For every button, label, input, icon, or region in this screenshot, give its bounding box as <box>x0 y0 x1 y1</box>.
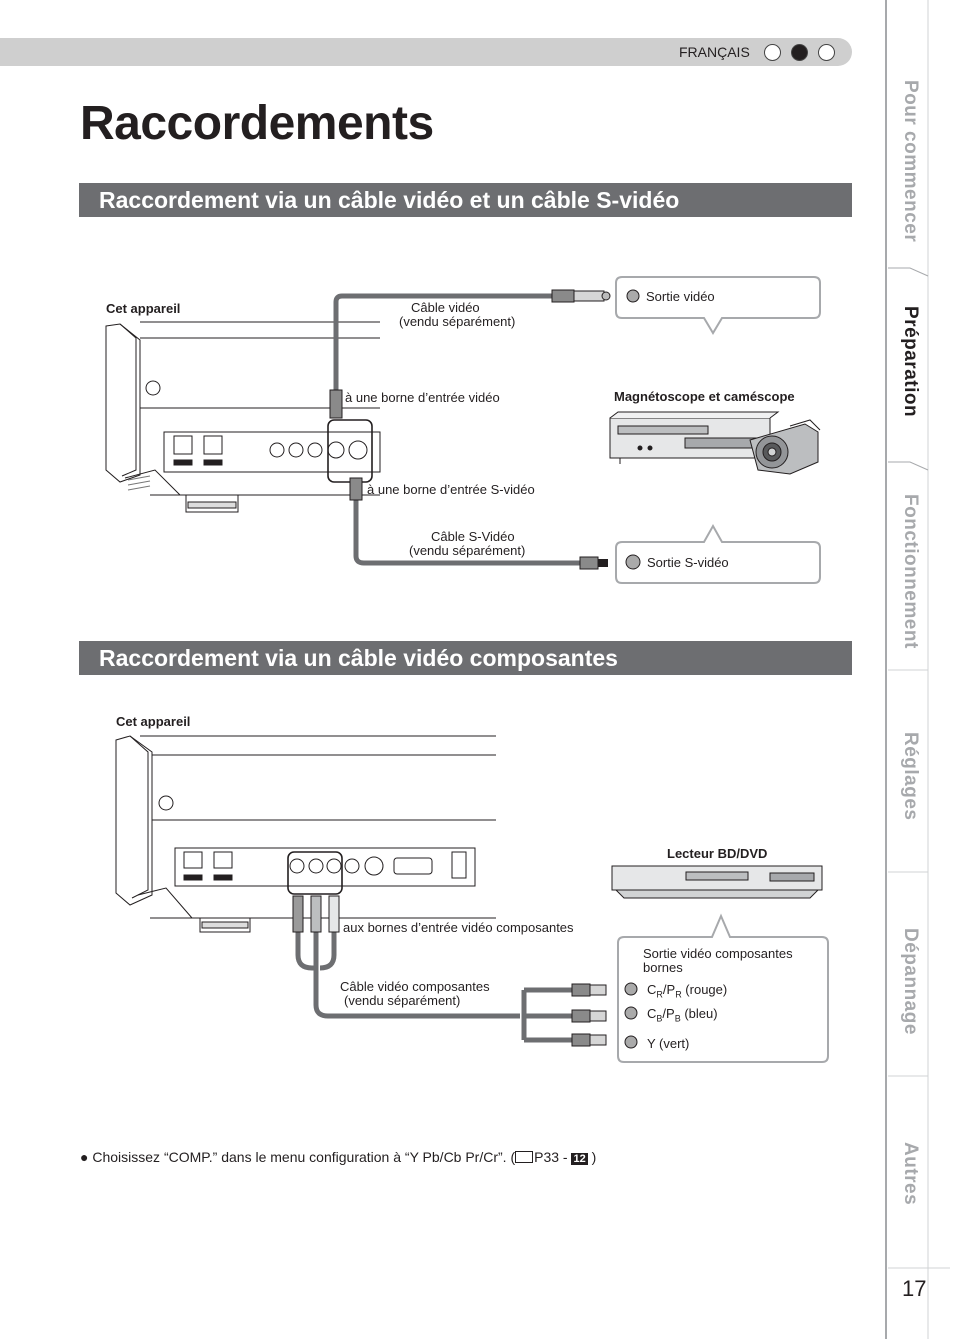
config-note <box>80 1149 596 1165</box>
svideo-out-jack-icon <box>626 555 640 569</box>
component-inputs-label: aux bornes d’entrée vidéo composantes <box>343 920 574 935</box>
projector-illustration-2 <box>116 736 496 932</box>
svideo-input-label: à une borne d’entrée S-vidéo <box>367 482 535 497</box>
y-label: Y (vert) <box>647 1036 690 1051</box>
video-out-jack-icon <box>627 290 639 302</box>
component-cable-label-line1: Câble vidéo composantes <box>340 979 490 994</box>
language-indicator-2-active <box>791 44 808 61</box>
diagram-video-svideo <box>0 220 880 640</box>
component-out-title-line1: Sortie vidéo composantes <box>643 946 793 961</box>
bd-player-label: Lecteur BD/DVD <box>667 846 768 861</box>
cb-jack-icon <box>625 1007 637 1019</box>
svideo-plug-device <box>350 478 362 500</box>
video-cable-label-line2: (vendu séparément) <box>399 314 516 329</box>
component-plugs-source <box>572 984 606 1046</box>
section2-device-label: Cet appareil <box>116 714 191 729</box>
component-cable-label-line2: (vendu séparément) <box>344 993 461 1008</box>
note-close: ) <box>587 1149 597 1165</box>
y-jack-icon <box>625 1036 637 1048</box>
language-indicator-3 <box>818 44 835 61</box>
section1-device-label: Cet appareil <box>106 301 181 316</box>
tab-reglages[interactable]: Réglages <box>900 732 921 821</box>
language-label: FRANÇAIS <box>679 44 750 60</box>
component-plugs-device <box>293 896 339 932</box>
section-title-video-svideo: Raccordement via un câble vidéo et un câble S-vidéo <box>79 183 852 217</box>
video-out-callout <box>616 277 820 333</box>
cr-label: $C_R/P_R$ (rouge) <box>647 982 728 1000</box>
tab-pour-commencer[interactable]: Pour commencer <box>900 80 921 243</box>
language-indicator-1 <box>764 44 781 61</box>
component-out-title-line2: bornes <box>643 960 683 975</box>
section-title-component: Raccordement via un câble vidéo composantes <box>79 641 852 675</box>
source-device-label: Magnétoscope et caméscope <box>614 389 795 404</box>
cb-label: $C_B/P_B$ (bleu) <box>647 1006 718 1024</box>
bd-player-illustration <box>612 866 822 898</box>
diagram-component <box>0 720 880 1080</box>
svideo-plug-source <box>580 557 598 569</box>
note-badge: 12 <box>573 1153 586 1165</box>
video-out-label: Sortie vidéo <box>646 289 715 304</box>
tab-depannage[interactable]: Dépannage <box>900 928 921 1035</box>
page-number: 17 <box>902 1276 927 1301</box>
video-plug-source <box>552 290 574 302</box>
svideo-out-label: Sortie S-vidéo <box>647 555 729 570</box>
cr-jack-icon <box>625 983 637 995</box>
bullet-icon: ● <box>80 1149 89 1165</box>
tab-fonctionnement[interactable]: Fonctionnement <box>900 494 921 649</box>
note-text: Choisissez “COMP.” dans le menu configuration à “Y Pb/Cb Pr/Cr”. ( <box>92 1149 516 1165</box>
video-cable-label-line1: Câble vidéo <box>411 300 480 315</box>
tab-autres[interactable]: Autres <box>900 1142 921 1206</box>
page-title: Raccordements <box>80 97 434 150</box>
video-plug-device <box>330 390 342 418</box>
tab-preparation[interactable]: Préparation <box>900 306 921 418</box>
svideo-cable-label-line2: (vendu séparément) <box>409 543 526 558</box>
book-icon <box>515 1151 533 1163</box>
vcr-illustration <box>610 412 778 464</box>
svideo-cable-label-line1: Câble S-Vidéo <box>431 529 515 544</box>
video-input-label: à une borne d’entrée vidéo <box>345 390 500 405</box>
note-page-ref: P33 - <box>534 1149 572 1165</box>
